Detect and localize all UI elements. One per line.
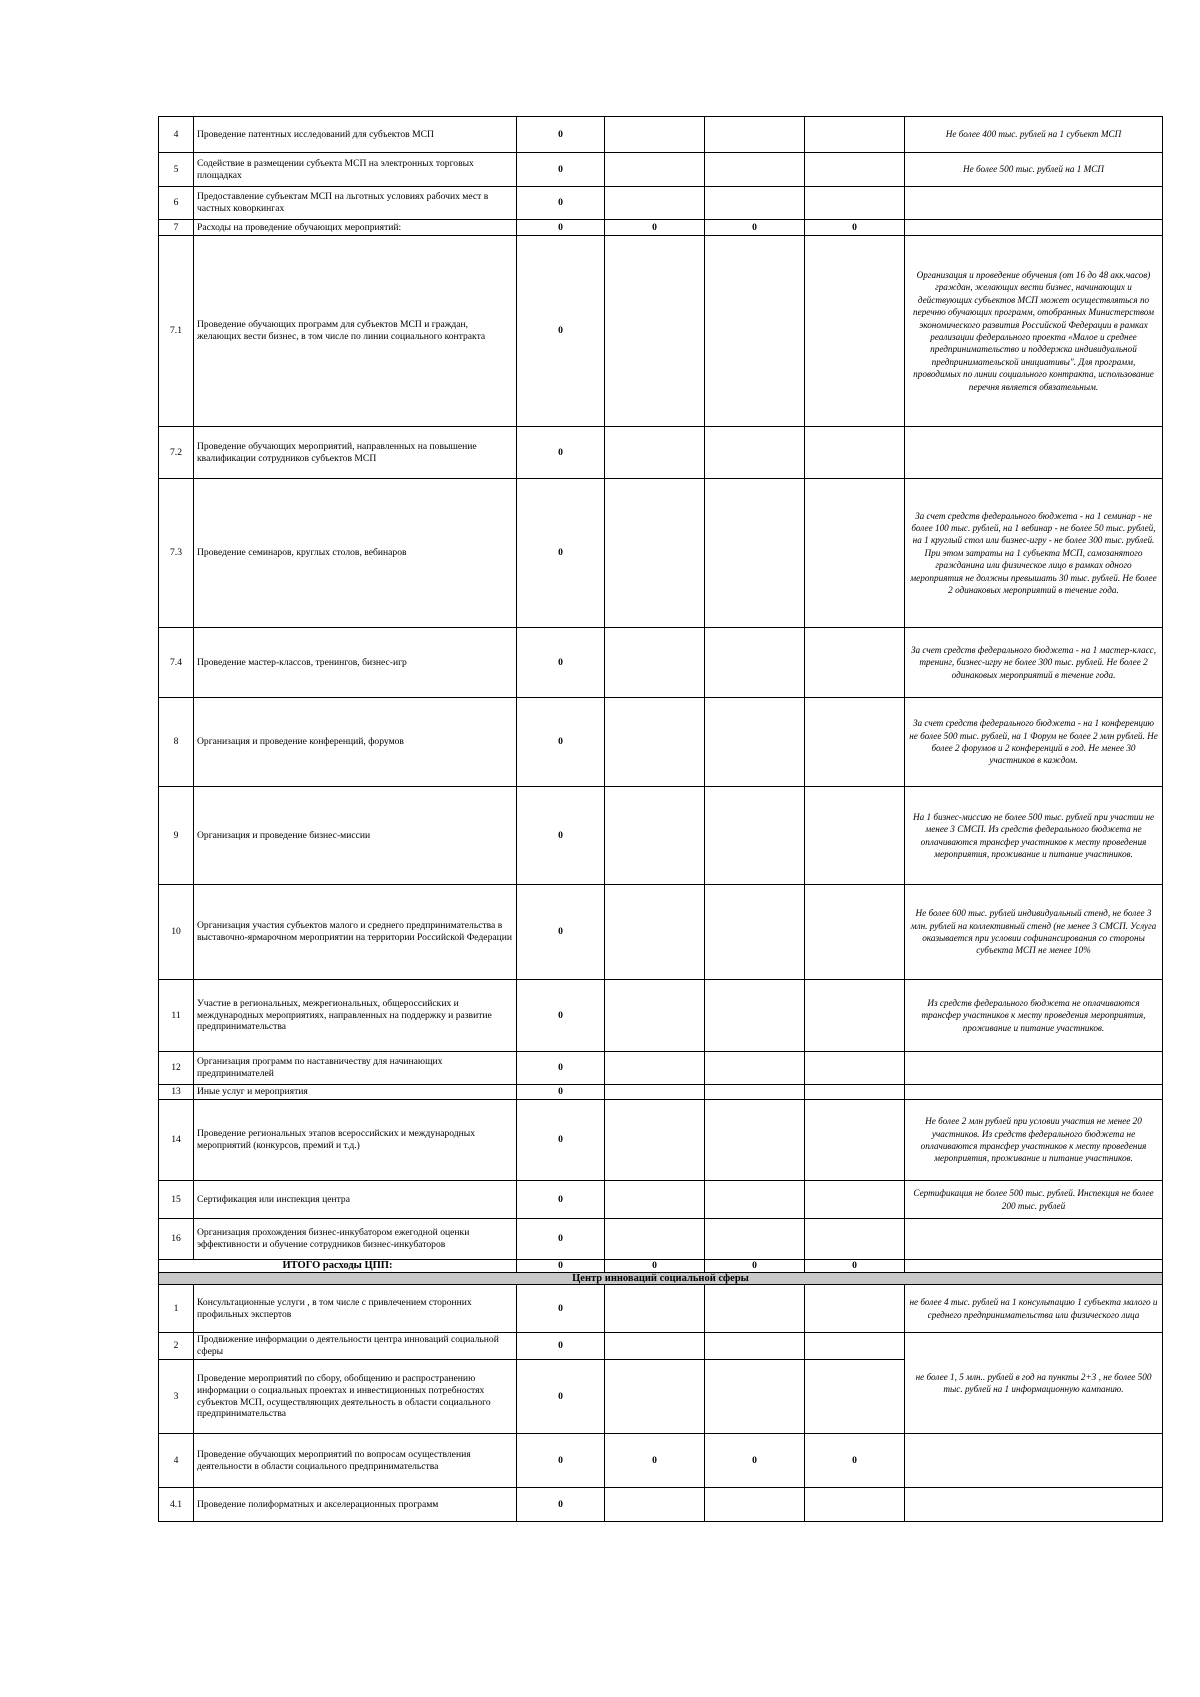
row-note <box>905 427 1163 479</box>
row-name: Проведение региональных этапов всероссийских и международных мероприятий (конкурсов, премий и т.д.) <box>194 1100 517 1181</box>
row-note: Организация и проведение обучения (от 16 до 48 акк.часов) граждан, желающих вести бизнес, начинающих и действующих субъектов МСП может осуществляться по перечню обучающих программ, отобранных Министерством экономического развития Российской Федерации в рамках реализации федерального проекта «Малое и среднее предпринимательство и поддержка индивидуальной предпринимательской инициативы". Для программ, проводимых по линии социального контракта, использование перечня является обязательным. <box>905 236 1163 427</box>
total-value: 0 <box>605 1260 705 1273</box>
value-cell <box>605 698 705 787</box>
row-name: Проведение мастер-классов, тренингов, бизнес-игр <box>194 628 517 698</box>
total-value: 0 <box>517 1260 605 1273</box>
value-cell <box>705 153 805 187</box>
value-cell: 0 <box>517 1181 605 1219</box>
value-cell <box>705 698 805 787</box>
value-cell <box>805 117 905 153</box>
row-number: 14 <box>159 1100 194 1181</box>
value-cell <box>805 236 905 427</box>
row-note <box>905 1052 1163 1085</box>
total-note-empty <box>905 1260 1163 1273</box>
value-cell <box>605 1085 705 1100</box>
value-cell: 0 <box>517 153 605 187</box>
value-cell <box>605 479 705 628</box>
table-row <box>159 1219 1163 1260</box>
value-cell <box>705 885 805 980</box>
total-value: 0 <box>705 1260 805 1273</box>
row-name: Предоставление субъектам МСП на льготных условиях рабочих мест в частных коворкингах <box>194 187 517 220</box>
value-cell: 0 <box>705 1434 805 1488</box>
value-cell <box>605 1488 705 1522</box>
table-row <box>159 1488 1163 1522</box>
value-cell <box>805 1285 905 1333</box>
value-cell <box>805 1488 905 1522</box>
value-cell <box>705 427 805 479</box>
row-name: Проведение полиформатных и акселерационных программ <box>194 1488 517 1522</box>
section-header-row <box>159 1273 1163 1285</box>
row-note: На 1 бизнес-миссию не более 500 тыс. рублей при участии не менее 3 СМСП. Из средств федерального бюджета не оплачиваются трансфер участников к месту проведения мероприятия, проживание и питание участников. <box>905 787 1163 885</box>
row-note: Не более 2 млн рублей при условии участия не менее 20 участников. Из средств федерального бюджета не оплачиваются трансфер участников к месту проведения мероприятия, проживание и питание участников. <box>905 1100 1163 1181</box>
value-cell: 0 <box>517 427 605 479</box>
table-row <box>159 1052 1163 1085</box>
value-cell: 0 <box>605 1434 705 1488</box>
value-cell <box>805 885 905 980</box>
row-number: 2 <box>159 1333 194 1360</box>
value-cell: 0 <box>517 1360 605 1434</box>
value-cell <box>705 1085 805 1100</box>
value-cell <box>805 1219 905 1260</box>
row-note: Не более 600 тыс. рублей индивидуальный стенд, не более 3 млн. рублей на коллективный стенд (не менее 3 СМСП. Услуга оказывается при условии софинансирования со стороны субъекта МСП не менее 10% <box>905 885 1163 980</box>
row-name: Сертификация или инспекция центра <box>194 1181 517 1219</box>
value-cell <box>605 1333 705 1360</box>
row-note: За счет средств федерального бюджета - на 1 мастер-класс, тренинг, бизнес-игру не более 300 тыс. рублей. Не более 2 одинаковых мероприятий в течение года. <box>905 628 1163 698</box>
table-row <box>159 1285 1163 1333</box>
row-name: Организация и проведение конференций, форумов <box>194 698 517 787</box>
row-number: 7 <box>159 220 194 236</box>
row-name: Организация прохождения бизнес-инкубатором ежегодной оценки эффективности и обучение сотрудников бизнес-инкубаторов <box>194 1219 517 1260</box>
value-cell <box>605 980 705 1052</box>
value-cell <box>705 628 805 698</box>
row-note <box>905 1085 1163 1100</box>
row-number: 9 <box>159 787 194 885</box>
row-note: За счет средств федерального бюджета - на 1 конференцию не более 500 тыс. рублей, на 1 Форум не более 2 млн рублей. Не более 2 форумов и 2 конференций в год. Не менее 30 участников в каждом. <box>905 698 1163 787</box>
row-number: 7.2 <box>159 427 194 479</box>
value-cell <box>605 1181 705 1219</box>
value-cell: 0 <box>805 220 905 236</box>
table-row <box>159 153 1163 187</box>
table-row <box>159 698 1163 787</box>
value-cell: 0 <box>517 698 605 787</box>
row-number: 16 <box>159 1219 194 1260</box>
table-row <box>159 1434 1163 1488</box>
value-cell <box>705 236 805 427</box>
table-row <box>159 1333 1163 1360</box>
table-row <box>159 117 1163 153</box>
table-row <box>159 1100 1163 1181</box>
value-cell <box>705 117 805 153</box>
row-note <box>905 1488 1163 1522</box>
row-name: Продвижение информации о деятельности центра инноваций социальной сферы <box>194 1333 517 1360</box>
value-cell <box>705 1488 805 1522</box>
row-number: 7.4 <box>159 628 194 698</box>
table-row <box>159 1181 1163 1219</box>
table-row <box>159 980 1163 1052</box>
row-name: Участие в региональных, межрегиональных, общероссийских и международных мероприятиях, направленных на поддержку и развитие предпринимательства <box>194 980 517 1052</box>
value-cell <box>805 1181 905 1219</box>
value-cell: 0 <box>805 1434 905 1488</box>
row-number: 4.1 <box>159 1488 194 1522</box>
row-number: 15 <box>159 1181 194 1219</box>
total-row <box>159 1260 1163 1273</box>
value-cell <box>605 236 705 427</box>
table-row <box>159 885 1163 980</box>
value-cell <box>705 187 805 220</box>
value-cell: 0 <box>517 1100 605 1181</box>
value-cell <box>805 1052 905 1085</box>
row-name: Консультационные услуги , в том числе с привлечением сторонних профильных экспертов <box>194 1285 517 1333</box>
row-number: 4 <box>159 1434 194 1488</box>
value-cell <box>705 1181 805 1219</box>
value-cell <box>805 1085 905 1100</box>
row-name: Организация участия субъектов малого и среднего предпринимательства в выставочно-ярмарочном мероприятии на территории Российской Федерации <box>194 885 517 980</box>
value-cell <box>605 117 705 153</box>
total-label: ИТОГО расходы ЦПП: <box>159 1260 517 1273</box>
row-number: 11 <box>159 980 194 1052</box>
row-number: 7.1 <box>159 236 194 427</box>
row-name: Проведение обучающих программ для субъектов МСП и граждан, желающих вести бизнес, в том числе по линии социального контракта <box>194 236 517 427</box>
value-cell: 0 <box>605 220 705 236</box>
table-row <box>159 628 1163 698</box>
value-cell: 0 <box>517 885 605 980</box>
value-cell: 0 <box>517 787 605 885</box>
value-cell <box>805 1333 905 1360</box>
value-cell <box>605 787 705 885</box>
row-number: 3 <box>159 1360 194 1434</box>
value-cell <box>605 187 705 220</box>
value-cell <box>605 427 705 479</box>
row-number: 12 <box>159 1052 194 1085</box>
row-number: 1 <box>159 1285 194 1333</box>
value-cell: 0 <box>517 628 605 698</box>
total-value: 0 <box>805 1260 905 1273</box>
row-note: Не более 400 тыс. рублей на 1 субъект МСП <box>905 117 1163 153</box>
table-row <box>159 187 1163 220</box>
row-note <box>905 187 1163 220</box>
value-cell <box>705 1285 805 1333</box>
value-cell: 0 <box>517 1219 605 1260</box>
row-name: Расходы на проведение обучающих мероприятий: <box>194 220 517 236</box>
row-number: 4 <box>159 117 194 153</box>
value-cell: 0 <box>517 1285 605 1333</box>
row-note: За счет средств федерального бюджета - на 1 семинар - не более 100 тыс. рублей, на 1 вебинар - не более 50 тыс. рублей, на 1 круглый стол или бизнес-игру - не более 300 тыс. рублей. При этом затраты на 1 субъекта МСП, самозанятого гражданина или физическое лицо в рамках одного мероприятия не должны превышать 30 тыс. рублей. Не более 2 одинаковых мероприятий в течение года. <box>905 479 1163 628</box>
row-note: Не более 500 тыс. рублей на 1 МСП <box>905 153 1163 187</box>
row-number: 13 <box>159 1085 194 1100</box>
row-name: Проведение семинаров, круглых столов, вебинаров <box>194 479 517 628</box>
row-name: Проведение патентных исследований для субъектов МСП <box>194 117 517 153</box>
value-cell: 0 <box>517 187 605 220</box>
value-cell <box>705 1333 805 1360</box>
value-cell <box>605 1100 705 1181</box>
value-cell <box>805 153 905 187</box>
value-cell: 0 <box>517 980 605 1052</box>
row-number: 8 <box>159 698 194 787</box>
table-row <box>159 787 1163 885</box>
value-cell <box>805 1360 905 1434</box>
value-cell: 0 <box>517 236 605 427</box>
value-cell <box>705 1052 805 1085</box>
value-cell <box>605 885 705 980</box>
value-cell <box>605 1219 705 1260</box>
value-cell <box>805 980 905 1052</box>
value-cell <box>605 153 705 187</box>
value-cell <box>705 479 805 628</box>
value-cell <box>605 628 705 698</box>
row-note <box>905 1219 1163 1260</box>
value-cell <box>705 787 805 885</box>
table-row <box>159 236 1163 427</box>
value-cell: 0 <box>517 1434 605 1488</box>
row-name: Проведение обучающих мероприятий, направленных на повышение квалификации сотрудников субъектов МСП <box>194 427 517 479</box>
value-cell <box>605 1285 705 1333</box>
row-note <box>905 1434 1163 1488</box>
value-cell: 0 <box>517 1085 605 1100</box>
budget-table <box>158 116 1163 1522</box>
section-title: Центр инноваций социальной сферы <box>159 1273 1163 1285</box>
row-name: Иные услуг и мероприятия <box>194 1085 517 1100</box>
value-cell <box>605 1052 705 1085</box>
value-cell <box>805 628 905 698</box>
value-cell <box>805 427 905 479</box>
value-cell: 0 <box>517 479 605 628</box>
value-cell <box>705 1100 805 1181</box>
row-name: Организация программ по наставничеству для начинающих предпринимателей <box>194 1052 517 1085</box>
value-cell <box>605 1360 705 1434</box>
value-cell: 0 <box>517 1488 605 1522</box>
row-number: 10 <box>159 885 194 980</box>
row-name: Содействие в размещении субъекта МСП на электронных торговых площадках <box>194 153 517 187</box>
row-name: Организация и проведение бизнес-миссии <box>194 787 517 885</box>
value-cell <box>805 698 905 787</box>
value-cell <box>805 787 905 885</box>
table-row <box>159 427 1163 479</box>
value-cell <box>805 187 905 220</box>
value-cell <box>705 1360 805 1434</box>
row-name: Проведение мероприятий по сбору, обобщению и распространению информации о социальных проектах и инвестиционных потребностях субъектов МСП, осуществляющих деятельность в области социального предпринимательства <box>194 1360 517 1434</box>
table-row <box>159 479 1163 628</box>
row-note: не более 4 тыс. рублей на 1 консультацию 1 субъекта малого и среднего предпринимательства или физического лица <box>905 1285 1163 1333</box>
row-name: Проведение обучающих мероприятий по вопросам осуществления деятельности в области социального предпринимательства <box>194 1434 517 1488</box>
value-cell: 0 <box>517 117 605 153</box>
row-number: 7.3 <box>159 479 194 628</box>
row-note: Из средств федерального бюджета не оплачиваются трансфер участников к месту проведения мероприятия, проживание и питание участников. <box>905 980 1163 1052</box>
value-cell <box>805 479 905 628</box>
row-note <box>905 220 1163 236</box>
row-number: 6 <box>159 187 194 220</box>
value-cell: 0 <box>705 220 805 236</box>
value-cell: 0 <box>517 1333 605 1360</box>
table-row <box>159 220 1163 236</box>
value-cell: 0 <box>517 220 605 236</box>
row-note: Сертификация не более 500 тыс. рублей. Инспекция не более 200 тыс. рублей <box>905 1181 1163 1219</box>
row-number: 5 <box>159 153 194 187</box>
value-cell <box>705 980 805 1052</box>
table-row <box>159 1085 1163 1100</box>
value-cell <box>805 1100 905 1181</box>
value-cell <box>705 1219 805 1260</box>
value-cell: 0 <box>517 1052 605 1085</box>
merged-note: не более 1, 5 млн.. рублей в год на пункты 2+3 , не более 500 тыс. рублей на 1 информационную кампанию. <box>905 1333 1163 1434</box>
